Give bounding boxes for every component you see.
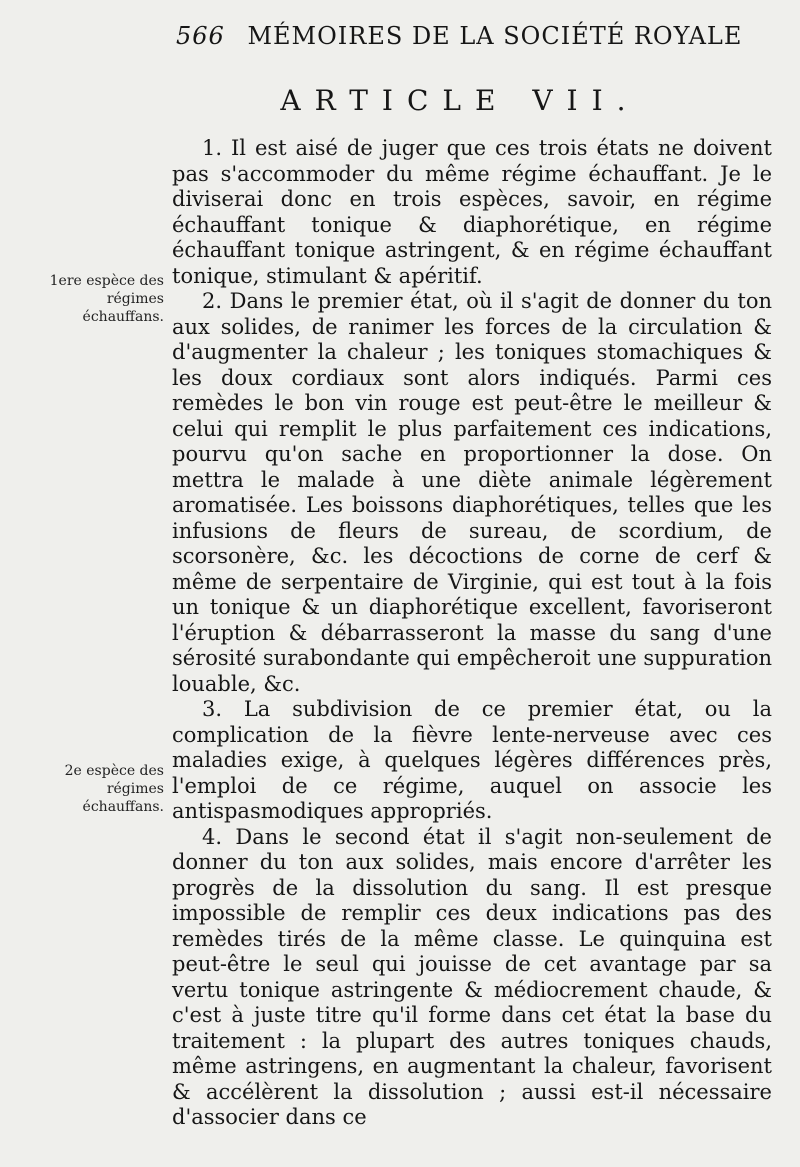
- margin-note-second-species: 2e espèce des régimes échauffans.: [64, 763, 164, 815]
- paragraph-1: 1. Il est aisé de juger que ces trois états ne doivent pas s'accommoder du même régime échauffant. Je le diviserai donc en trois espèces, savoir, en régime échauffant tonique & diaphorétique, en régime échauffant tonique astringent, & en régime échauffant tonique, stimulant & apéritif.: [172, 136, 772, 288]
- paragraph-4: 4. Dans le second état il s'agit non-seulement de donner du ton aux solides, mais encore d'arrêter les progrès de la dissolution du sang. Il est presque impossible de remplir ces deux indications pas des remèdes tirés de la même classe. Le quinquina est peut-être le seul qui jouisse de cet avantage par sa vertu tonique astringente & médiocrement chaude, & c'est à juste titre qu'il forme dans cet état la base du traitement : la plupart des autres toniques chauds, même astringens, en augmentant la chaleur, favorisent & accélèrent la dissolution ; aussi est-il nécessaire d'associer dans ce: [172, 824, 772, 1129]
- body-text: [172, 136, 772, 1131]
- margin-note-first-species: 1ere espèce des régimes échauffans.: [49, 273, 164, 325]
- running-header: [176, 22, 743, 50]
- paragraph-3: 3. La subdivision de ce premier état, ou la complication de la fièvre lente-nerveuse avec ces maladies exige, à quelques légères différences près, l'emploi de ce régime, auquel on associe les antispasmodiques appropriés.: [172, 697, 772, 823]
- article-title: ARTICLE VII.: [280, 84, 640, 117]
- paragraph-2: 2. Dans le premier état, où il s'agit de donner du ton aux solides, de ranimer les forces de la circulation & d'augmenter la chaleur ; les toniques stomachiques & les doux cordiaux sont alors indiqués. Parmi ces remèdes le bon vin rouge est peut-être le meilleur & celui qui remplit le plus parfaitement ces indications, pourvu qu'on sache en proportionner la dose. On mettra le malade à une diète animale légèrement aromatisée. Les boissons diaphorétiques, telles que les infusions de fleurs de sureau, de scordium, de scorsonère, &c. les décoctions de corne de cerf & même de serpentaire de Virginie, qui est tout à la fois un tonique & un diaphorétique excellent, favoriseront l'éruption & débarrasseront la masse du sang d'une sérosité surabondante qui empêcheroit une suppuration louable, &c.: [172, 289, 772, 696]
- page-number: 566: [176, 22, 225, 50]
- running-title: MÉMOIRES DE LA SOCIÉTÉ ROYALE: [247, 22, 743, 50]
